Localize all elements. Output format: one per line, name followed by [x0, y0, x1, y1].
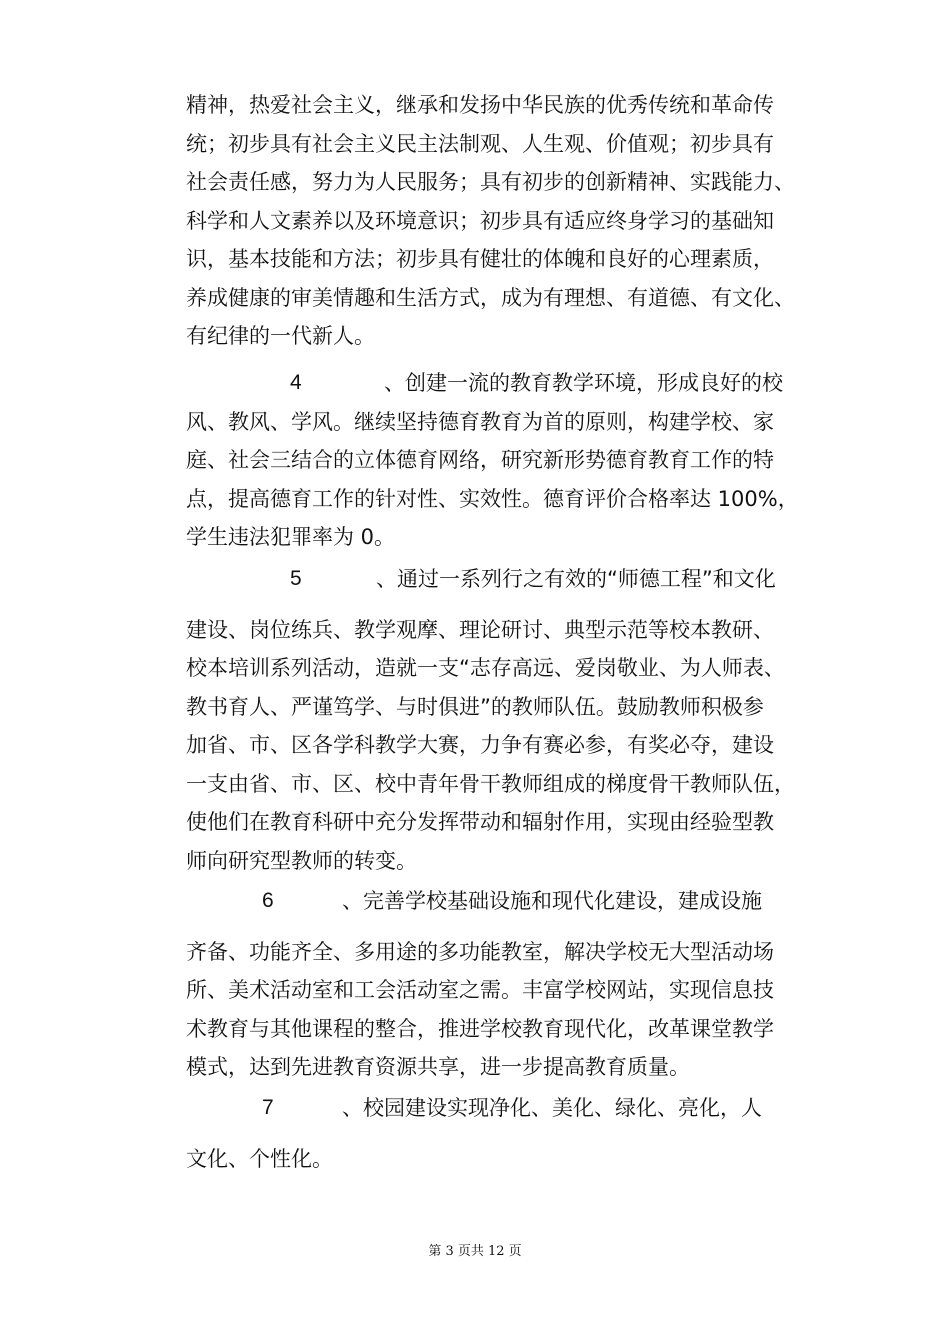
item-heading [186, 560, 846, 599]
item-heading [186, 364, 846, 403]
text-line: 社会责任感，努力为人民服务；具有初步的创新精神、实践能力、 [186, 170, 795, 194]
text-line: 风、教风、学风。继续坚持德育教育为首的原则，构建学校、家 [186, 409, 774, 434]
item-number: 6 [262, 889, 274, 912]
item-5-paragraph [186, 560, 846, 880]
text-line: 模式，达到先进教育资源共享，进一步提高教育质量。 [186, 1055, 690, 1079]
text-line: 加省、市、区各学科教学大赛，力争有赛必参，有奖必夺，建设 [186, 733, 774, 757]
item-4-paragraph [186, 364, 846, 557]
intro-paragraph [186, 86, 846, 356]
text-line: 建设、岗位练兵、教学观摩、理论研讨、典型示范等校本教研、 [186, 617, 774, 642]
text-line: 科学和人文素养以及环境意识；初步具有适应终身学习的基础知 [186, 208, 774, 233]
text-line: 文化、个性化。 [186, 1146, 333, 1171]
text-line: 养成健康的审美情趣和生活方式，成为有理想、有道德、有文化、 [186, 285, 795, 310]
item-heading-text: 、校园建设实现净化、美化、绿化、亮化，人 [342, 1096, 762, 1120]
item-number: 4 [290, 371, 302, 394]
item-6-paragraph [186, 882, 846, 1087]
text-line: 学生违法犯罪率为 0。 [186, 525, 396, 549]
text-line: 识，基本技能和方法；初步具有健壮的体魄和良好的心理素质， [186, 247, 774, 271]
item-heading-text: 、完善学校基础设施和现代化建设，建成设施 [342, 889, 762, 913]
text-line: 师向研究型教师的转变。 [186, 848, 417, 873]
text-line: 一支由省、市、区、校中青年骨干教师组成的梯度骨干教师队伍， [186, 771, 795, 796]
text-line: 术教育与其他课程的整合，推进学校教育现代化，改革课堂教学 [186, 1016, 774, 1041]
text-line: 有纪律的一代新人。 [186, 324, 375, 348]
item-heading-text: 、创建一流的教育教学环境，形成良好的校 [384, 371, 783, 395]
text-line: 统；初步具有社会主义民主法制观、人生观、价值观；初步具有 [186, 131, 774, 156]
item-heading [186, 1089, 846, 1128]
text-line: 精神，热爱社会主义，继承和发扬中华民族的优秀传统和革命传 [186, 93, 774, 117]
text-line: 使他们在教育科研中充分发挥带动和辐射作用，实现由经验型教 [186, 810, 774, 834]
page-number-footer: 第 3 页共 12 页 [428, 1244, 522, 1259]
item-7-paragraph [186, 1089, 846, 1178]
text-line: 校本培训系列活动，造就一支“志存高远、爱岗敬业、为人师表、 [186, 656, 785, 680]
item-heading-text: 、通过一系列行之有效的“师德工程”和文化 [376, 567, 776, 591]
text-line: 教书育人、严谨笃学、与时俱进”的教师队伍。鼓励教师积极参 [186, 694, 764, 719]
item-heading [186, 882, 846, 921]
text-line: 庭、社会三结合的立体德育网络，研究新形势德育教育工作的特 [186, 448, 774, 472]
text-line: 点，提高德育工作的针对性、实效性。德育评价合格率达 100%， [186, 486, 799, 511]
text-line: 齐备、功能齐全、多用途的多功能教室，解决学校无大型活动场 [186, 939, 774, 964]
item-number: 7 [262, 1096, 274, 1119]
text-line: 所、美术活动室和工会活动室之需。丰富学校网站，实现信息技 [186, 978, 774, 1002]
item-number: 5 [290, 567, 302, 590]
